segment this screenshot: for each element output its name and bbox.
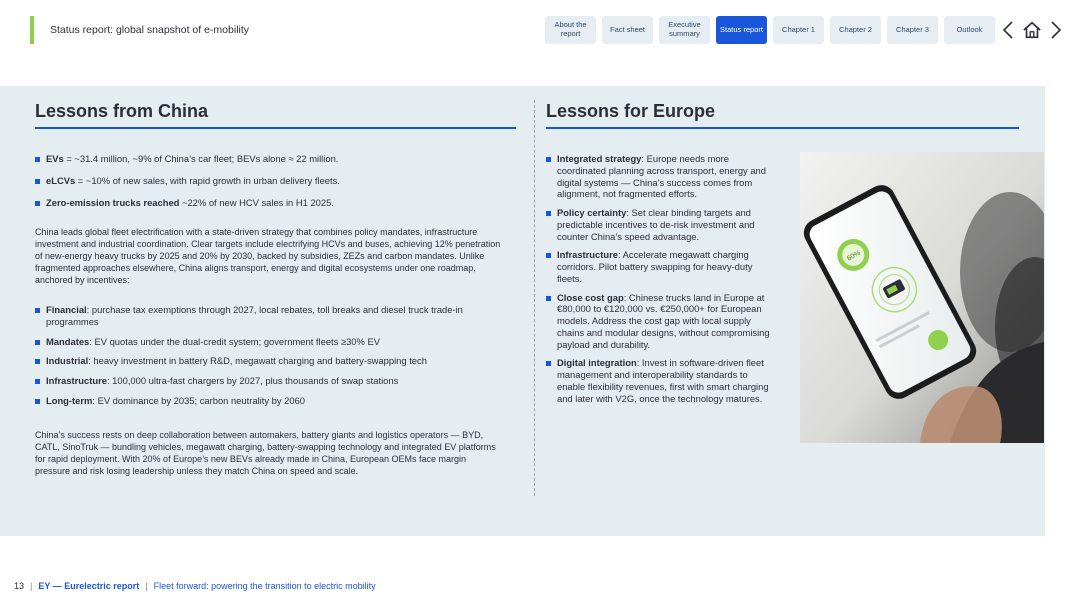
page-number: 13 xyxy=(14,581,25,591)
list-item: EVs = ~31.4 million, ~9% of China’s car fleet; BEVs alone ≈ 22 million. xyxy=(35,153,515,165)
china-closing-paragraph: China’s success rests on deep collaboration between automakers, battery giants and logistics operators — BYD, CATL, SinoTruk — bundling vehicles, megawatt charging, battery-swapping technology and integrated EV platforms for rapid deployment. With 20% of Europe’s new BEVs already made in China, European OEMs face margin pressure and risk losing leadership unless they match China on speed and scale. xyxy=(35,430,496,476)
nav-tab-outlook[interactable]: Outlook xyxy=(944,16,995,44)
nav-tab-chapter-1[interactable]: Chapter 1 xyxy=(773,16,824,44)
china-incentives-list xyxy=(35,304,505,407)
footer-brand: EY — Eurelectric report xyxy=(38,581,140,591)
page-navigation-icons xyxy=(998,18,1066,42)
europe-title-underline xyxy=(546,127,1019,129)
list-item: eLCVs = ~10% of new sales, with rapid growth in urban delivery fleets. xyxy=(35,175,515,187)
nav-tab-about-the-report[interactable]: About the report xyxy=(545,16,596,44)
footer-separator: | xyxy=(145,581,148,591)
list-item: Long-term: EV dominance by 2035; carbon neutrality by 2060 xyxy=(35,395,505,407)
china-title-underline xyxy=(35,127,516,129)
home-icon[interactable] xyxy=(1022,18,1042,42)
top-navigation xyxy=(545,16,995,44)
nav-tab-fact-sheet[interactable]: Fact sheet xyxy=(602,16,653,44)
list-item: Infrastructure: 100,000 ultra-fast chargers by 2027, plus thousands of swap stations xyxy=(35,375,505,387)
europe-lessons-list xyxy=(546,153,776,404)
china-section-title: Lessons from China xyxy=(35,101,209,121)
list-item: Close cost gap: Chinese trucks land in Europe at €80,000 to €120,000 vs. €250,000+ for European models. Address the cost gap with local supply chains and modular designs, without compromising payload and durability. xyxy=(546,292,776,351)
china-stats-list xyxy=(35,153,515,208)
chevron-right-icon[interactable] xyxy=(1046,18,1066,42)
nav-tab-chapter-3[interactable]: Chapter 3 xyxy=(887,16,938,44)
footer-separator: | xyxy=(30,581,33,591)
nav-tab-status-report[interactable]: Status report xyxy=(716,16,767,44)
chevron-left-icon[interactable] xyxy=(998,18,1018,42)
smartphone-ev-charging-photo xyxy=(800,152,1044,443)
phone-badge-label: 60% xyxy=(846,249,862,263)
list-item: Industrial: heavy investment in battery R&D, megawatt charging and battery-swapping tech xyxy=(35,355,505,367)
column-divider xyxy=(534,100,535,496)
list-item: Integrated strategy: Europe needs more coordinated planning across transport, energy and digital systems — China’s success comes from alignment, not fragmented efforts. xyxy=(546,153,776,200)
nav-tab-chapter-2[interactable]: Chapter 2 xyxy=(830,16,881,44)
china-intro-paragraph: China leads global fleet electrification with a state-driven strategy that combines policy mandates, infrastructure investment and industrial coordination. Clear targets include electrifying HCVs and buses, achieving 12% penetration of new-energy heavy trucks by 2025 and 20% by 2030, backed by subsidies, ZEZs and carbon mandates. Unlike fragmented approaches elsewhere, China aligns transport, energy and digital ecosystems under one roadmap, anchored by incentives: xyxy=(35,227,501,285)
header-accent-bar xyxy=(30,16,34,44)
list-item: Infrastructure: Accelerate megawatt charging corridors. Pilot battery swapping for heavy-duty fleets. xyxy=(546,249,776,284)
list-item: Policy certainty: Set clear binding targets and predictable incentives to de-risk investment and counter China’s speed advantage. xyxy=(546,207,776,242)
nav-tab-executive-summary[interactable]: Executive summary xyxy=(659,16,710,44)
list-item: Digital integration: Invest in software-driven fleet management and interoperability standards to enable flexibility revenues, first with smart charging and later with V2G, once the technology matures. xyxy=(546,357,776,404)
page-section-title: Status report: global snapshot of e-mobility xyxy=(50,24,250,36)
list-item: Financial: purchase tax exemptions through 2027, local rebates, toll breaks and diesel truck trade-in programmes xyxy=(35,304,505,328)
list-item: Mandates: EV quotas under the dual-credit system; government fleets ≥30% EV xyxy=(35,336,505,348)
list-item: Zero-emission trucks reached ~22% of new HCV sales in H1 2025. xyxy=(35,197,515,209)
footer xyxy=(14,581,376,591)
europe-section-title: Lessons for Europe xyxy=(546,101,716,121)
footer-subtitle: Fleet forward: powering the transition to electric mobility xyxy=(153,581,376,591)
